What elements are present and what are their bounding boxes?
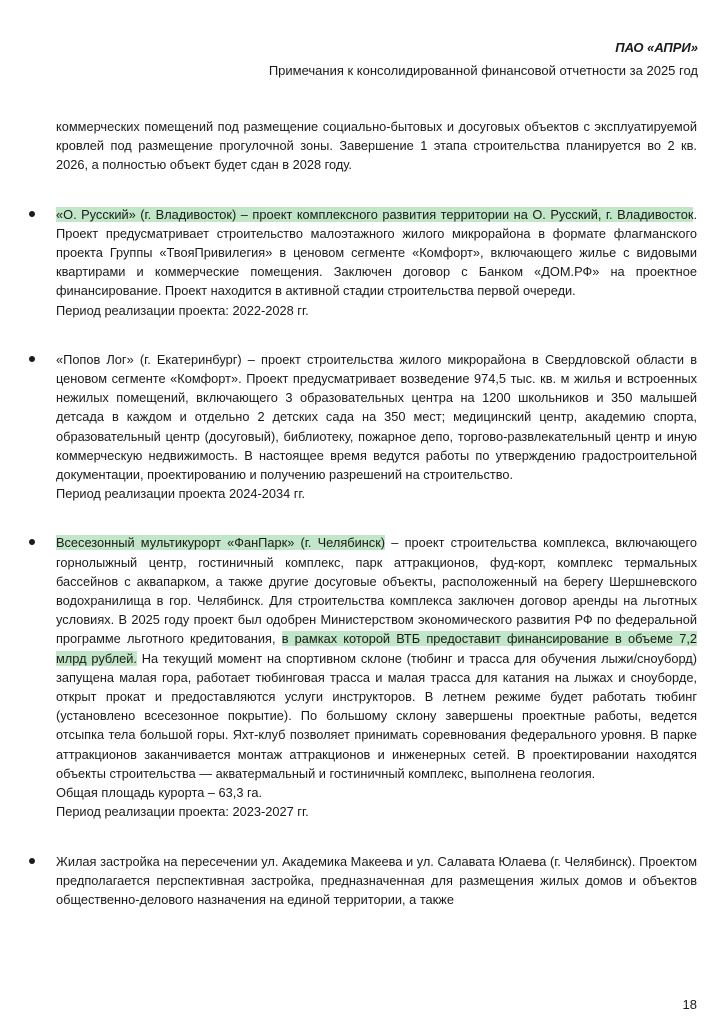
bullet-icon [29,858,35,864]
project-popov-log-description: «Попов Лог» (г. Екатеринбург) – проект строительства жилого микрорайона в Свердловской области в ценовом сегменте «Комфорт». Проект предусматривает возведение 974,5 тыс. кв. м жилья и встроенных нежилых помещений, включающего 3 образовательных центра на 1200 школьников и 350 малышей детсада в каждом и отдельно 2 детских сада на 350 мест; медицинский центр, академию спорта, образовательный центр (досуговый), библиотеку, пожарное депо, торгово-развлекательный центр и иную коммерческую недвижимость. В настоящее время ведутся работы по утверждению градостроительной документации, проектированию и получению разрешений на строительство. [56,351,697,483]
project-funpark-area: Общая площадь курорта – 63,3 га. [56,785,263,801]
project-popov-log [56,350,697,504]
document-subtitle: Примечания к консолидированной финансовой отчетности за 2025 год [268,63,698,78]
bullet-icon [29,539,35,545]
company-name: ПАО «АПРИ» [615,40,698,55]
project-funpark-highlight: Всесезонный мультикурорт «ФанПарк» (г. Челябинск) [56,535,386,551]
project-russky-body: . Проект предусматривает строительство малоэтажного жилого микрорайона в формате флагманского проекта Группы «ТвояПривилегия» в ценовом сегменте «Комфорт», включающего жилье с видовыми квартирами и коммерческие помещения. Заключен договор с Банком «ДОМ.РФ» на проектное финансирование. Проект находится в активной стадии строительства первой очереди. [56,206,697,299]
intro-paragraph: коммерческих помещений под размещение социально-бытовых и досуговых объектов с эксплуатируемой кровлей под размещение прогулочной зоны. Завершение 1 этапа строительства планируется во 2 кв. 2026, а полностью объект будет сдан в 2028 году. [56,119,697,173]
bullet-icon [29,356,35,362]
project-popov-log-period: Период реализации проекта 2024-2034 гг. [56,486,306,502]
project-funpark [56,533,697,821]
project-funpark-period: Период реализации проекта: 2023-2027 гг. [56,804,309,820]
project-russky [56,205,697,320]
project-funpark-financing-highlight: в рамках которой ВТБ предоставит финансирование в объеме 7,2 млрд рублей. [56,631,697,666]
project-funpark-body: – проект строительства комплекса, включающего горнолыжный центр, гостиничный комплекс, парк аттракционов, фуд-корт, комплекс термальных бассейнов с аквапарком, а также другие досуговые объекты, расположенный на берегу Шершневского водохранилища в гор. Челябинск. Для строительства комплекса заключен договор аренды на льготных условиях. В 2025 году проект был одобрен Министерством экономического развития РФ по федеральной программе льготного кредитования, [56,535,697,647]
project-funpark-description [56,533,697,783]
page-number: 18 [682,997,697,1012]
project-makeeva-description: Жилая застройка на пересечении ул. Академика Макеева и ул. Салавата Юлаева (г. Челябинск). Проектом предполагается перспективная застройка, предназначенная для размещения жилых домов и объектов общественно-делового назначения на единой территории, а также [56,853,697,907]
project-funpark-body-continued: На текущий момент на спортивном склоне (тюбинг и трасса для обучения лыжи/сноуборд) запущена малая гора, работает тюбинговая трасса и малая трасса для катания на лыжах и сноуборде, открыт прокат и предоставляются услуги инструкторов. В летнем режиме будет работать тюбинг (установлено всесезонное покрытие). По большому склону завершены проектные работы, ведется отсыпка тела большой горы. Яхт-клуб позволяет принимать соревнования федерального уровня. В парке аттракционов заканчивается монтаж аттракционов и инженерных сетей. В проектировании находятся объекты строительства — акватермальный и гостиничный комплекс, выполнена геология. [56,650,697,781]
project-russky-highlight: «О. Русский» (г. Владивосток) – проект комплексного развития территории на О. Русский, г. Владивосток [56,206,694,222]
document-body [56,117,697,909]
project-russky-period: Период реализации проекта: 2022-2028 гг. [56,302,309,318]
project-makeeva [56,852,697,910]
bullet-icon [29,211,35,217]
project-russky-description [56,205,697,301]
